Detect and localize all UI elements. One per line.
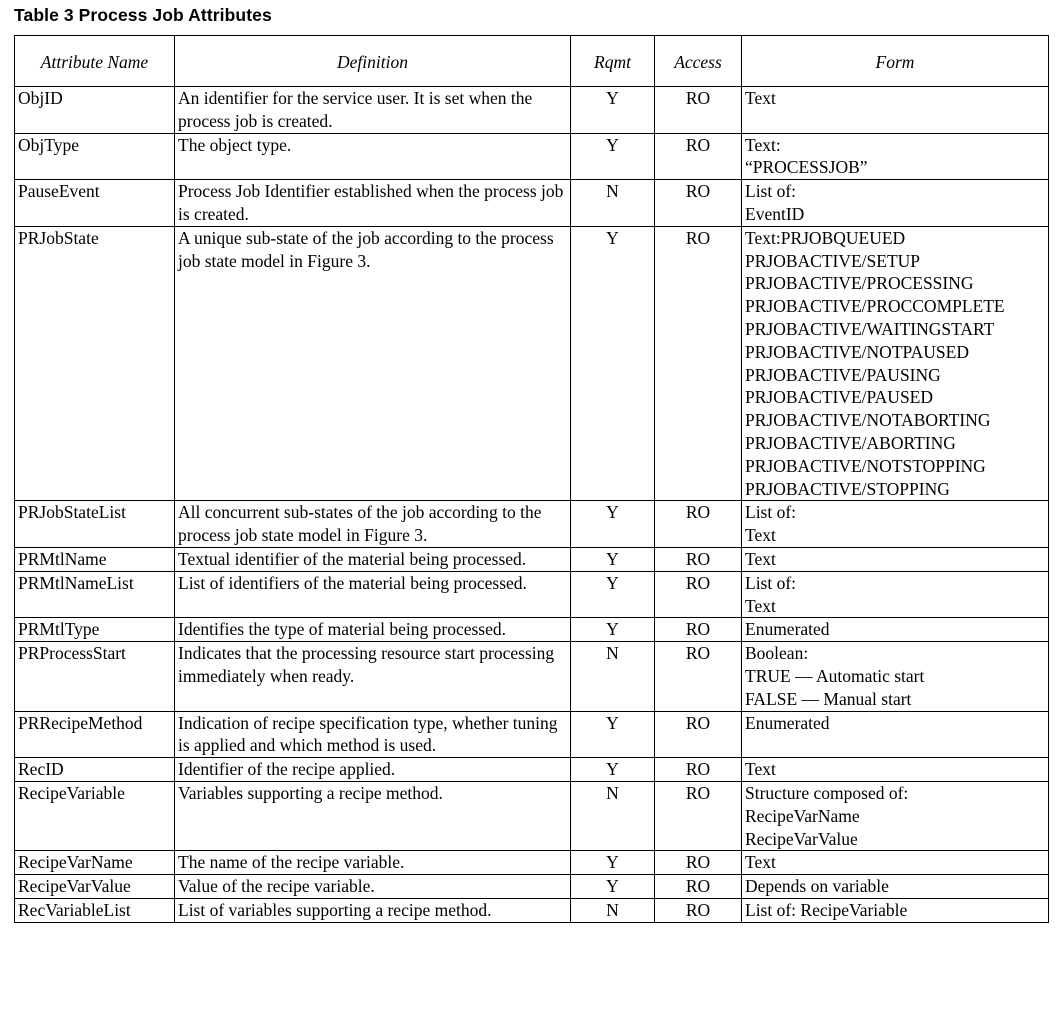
form-cell: [742, 226, 1049, 501]
form-line: Depends on variable: [745, 876, 889, 897]
definition-cell: Identifier of the recipe applied.: [175, 758, 571, 782]
attribute-name-cell: RecID: [15, 758, 175, 782]
attribute-name-cell: PauseEvent: [15, 180, 175, 227]
rqmt-cell: Y: [571, 618, 655, 642]
rqmt-cell: Y: [571, 851, 655, 875]
form-line: Enumerated: [745, 712, 830, 733]
attribute-name-cell: PRMtlName: [15, 547, 175, 571]
header-access: Access: [655, 36, 742, 87]
access-cell: RO: [655, 547, 742, 571]
form-line: EventID: [745, 203, 805, 224]
form-cell: [742, 133, 1049, 180]
form-cell: [742, 618, 1049, 642]
form-line: FALSE — Manual start: [745, 688, 912, 709]
definition-cell: The name of the recipe variable.: [175, 851, 571, 875]
definition-cell: An identifier for the service user. It is set when the process job is created.: [175, 87, 571, 134]
process-job-attributes-table: [14, 35, 1049, 923]
rqmt-cell: Y: [571, 226, 655, 501]
table-row: [15, 501, 1049, 548]
table-caption: Table 3 Process Job Attributes: [14, 5, 272, 25]
form-line: PRJOBACTIVE/WAITINGSTART: [745, 318, 995, 339]
form-line: List of:: [745, 502, 797, 523]
definition-cell: Indicates that the processing resource start processing immediately when ready.: [175, 642, 571, 711]
form-line: List of:: [745, 181, 797, 202]
table-row: [15, 758, 1049, 782]
form-line: Text: [745, 548, 776, 569]
form-cell: [742, 898, 1049, 922]
form-line: PRJOBACTIVE/SETUP: [745, 250, 921, 271]
form-line: PRJOBACTIVE/NOTPAUSED: [745, 341, 969, 362]
access-cell: RO: [655, 781, 742, 850]
attribute-name-cell: PRJobState: [15, 226, 175, 501]
rqmt-cell: Y: [571, 501, 655, 548]
form-line: Boolean:: [745, 643, 809, 664]
access-cell: RO: [655, 875, 742, 899]
form-line: Text: [745, 852, 776, 873]
form-cell: [742, 758, 1049, 782]
form-cell: [742, 875, 1049, 899]
rqmt-cell: Y: [571, 87, 655, 134]
form-line: PRJOBACTIVE/NOTSTOPPING: [745, 455, 986, 476]
access-cell: RO: [655, 501, 742, 548]
table-row: [15, 180, 1049, 227]
access-cell: RO: [655, 758, 742, 782]
form-line: PRJOBACTIVE/PROCCOMPLETE: [745, 296, 1005, 317]
access-cell: RO: [655, 898, 742, 922]
definition-cell: Variables supporting a recipe method.: [175, 781, 571, 850]
table-row: [15, 898, 1049, 922]
table-row: [15, 571, 1049, 618]
attribute-name-cell: PRRecipeMethod: [15, 711, 175, 758]
access-cell: RO: [655, 133, 742, 180]
definition-cell: Indication of recipe specification type, whether tuning is applied and which method is used.: [175, 711, 571, 758]
form-line: Text: [745, 759, 776, 780]
rqmt-cell: Y: [571, 875, 655, 899]
form-line: RecipeVarValue: [745, 828, 858, 849]
form-cell: [742, 781, 1049, 850]
form-line: “PROCESSJOB”: [745, 157, 868, 178]
table-row: [15, 851, 1049, 875]
access-cell: RO: [655, 87, 742, 134]
form-line: Text: [745, 595, 776, 616]
access-cell: RO: [655, 618, 742, 642]
definition-cell: List of variables supporting a recipe method.: [175, 898, 571, 922]
definition-cell: Process Job Identifier established when the process job is created.: [175, 180, 571, 227]
definition-cell: All concurrent sub-states of the job according to the process job state model in Figure 3.: [175, 501, 571, 548]
form-line: PRJOBACTIVE/NOTABORTING: [745, 410, 991, 431]
form-line: RecipeVarName: [745, 805, 860, 826]
access-cell: RO: [655, 642, 742, 711]
definition-cell: Identifies the type of material being processed.: [175, 618, 571, 642]
form-line: PRJOBACTIVE/PROCESSING: [745, 273, 974, 294]
table-row: [15, 781, 1049, 850]
table-row: [15, 226, 1049, 501]
rqmt-cell: N: [571, 781, 655, 850]
rqmt-cell: N: [571, 180, 655, 227]
access-cell: RO: [655, 571, 742, 618]
table-row: [15, 547, 1049, 571]
form-cell: [742, 87, 1049, 134]
attribute-name-cell: RecVariableList: [15, 898, 175, 922]
form-line: Text: [745, 525, 776, 546]
attribute-name-cell: RecipeVarValue: [15, 875, 175, 899]
definition-cell: A unique sub-state of the job according to the process job state model in Figure 3.: [175, 226, 571, 501]
form-line: Structure composed of:: [745, 782, 909, 803]
attribute-name-cell: RecipeVarName: [15, 851, 175, 875]
form-cell: [742, 501, 1049, 548]
form-cell: [742, 851, 1049, 875]
definition-cell: List of identifiers of the material being processed.: [175, 571, 571, 618]
table-row: [15, 87, 1049, 134]
form-line: Text:PRJOBQUEUED: [745, 227, 906, 248]
form-line: PRJOBACTIVE/PAUSED: [745, 387, 934, 408]
form-cell: [742, 180, 1049, 227]
definition-cell: Textual identifier of the material being processed.: [175, 547, 571, 571]
form-line: PRJOBACTIVE/ABORTING: [745, 432, 956, 453]
form-cell: [742, 571, 1049, 618]
access-cell: RO: [655, 180, 742, 227]
attribute-name-cell: PRJobStateList: [15, 501, 175, 548]
definition-cell: The object type.: [175, 133, 571, 180]
form-line: Text:: [745, 134, 781, 155]
table-row: [15, 618, 1049, 642]
rqmt-cell: N: [571, 642, 655, 711]
header-definition: Definition: [175, 36, 571, 87]
table-row: [15, 711, 1049, 758]
form-cell: [742, 547, 1049, 571]
access-cell: RO: [655, 711, 742, 758]
table-body: [15, 87, 1049, 923]
form-line: List of: RecipeVariable: [745, 899, 908, 920]
table-row: [15, 875, 1049, 899]
attribute-name-cell: RecipeVariable: [15, 781, 175, 850]
access-cell: RO: [655, 226, 742, 501]
form-cell: [742, 642, 1049, 711]
rqmt-cell: Y: [571, 547, 655, 571]
rqmt-cell: Y: [571, 758, 655, 782]
table-row: [15, 133, 1049, 180]
form-line: List of:: [745, 572, 797, 593]
definition-cell: Value of the recipe variable.: [175, 875, 571, 899]
rqmt-cell: Y: [571, 133, 655, 180]
header-form: Form: [742, 36, 1049, 87]
attribute-name-cell: PRProcessStart: [15, 642, 175, 711]
form-cell: [742, 711, 1049, 758]
attribute-name-cell: ObjType: [15, 133, 175, 180]
attribute-name-cell: ObjID: [15, 87, 175, 134]
rqmt-cell: Y: [571, 711, 655, 758]
attribute-name-cell: PRMtlNameList: [15, 571, 175, 618]
form-line: Enumerated: [745, 619, 830, 640]
table-row: [15, 642, 1049, 711]
header-row: [15, 36, 1049, 87]
header-attribute-name: Attribute Name: [15, 36, 175, 87]
rqmt-cell: N: [571, 898, 655, 922]
header-rqmt: Rqmt: [571, 36, 655, 87]
form-line: PRJOBACTIVE/PAUSING: [745, 364, 941, 385]
form-line: PRJOBACTIVE/STOPPING: [745, 478, 950, 499]
form-line: Text: [745, 88, 776, 108]
access-cell: RO: [655, 851, 742, 875]
rqmt-cell: Y: [571, 571, 655, 618]
form-line: TRUE — Automatic start: [745, 665, 925, 686]
attribute-name-cell: PRMtlType: [15, 618, 175, 642]
